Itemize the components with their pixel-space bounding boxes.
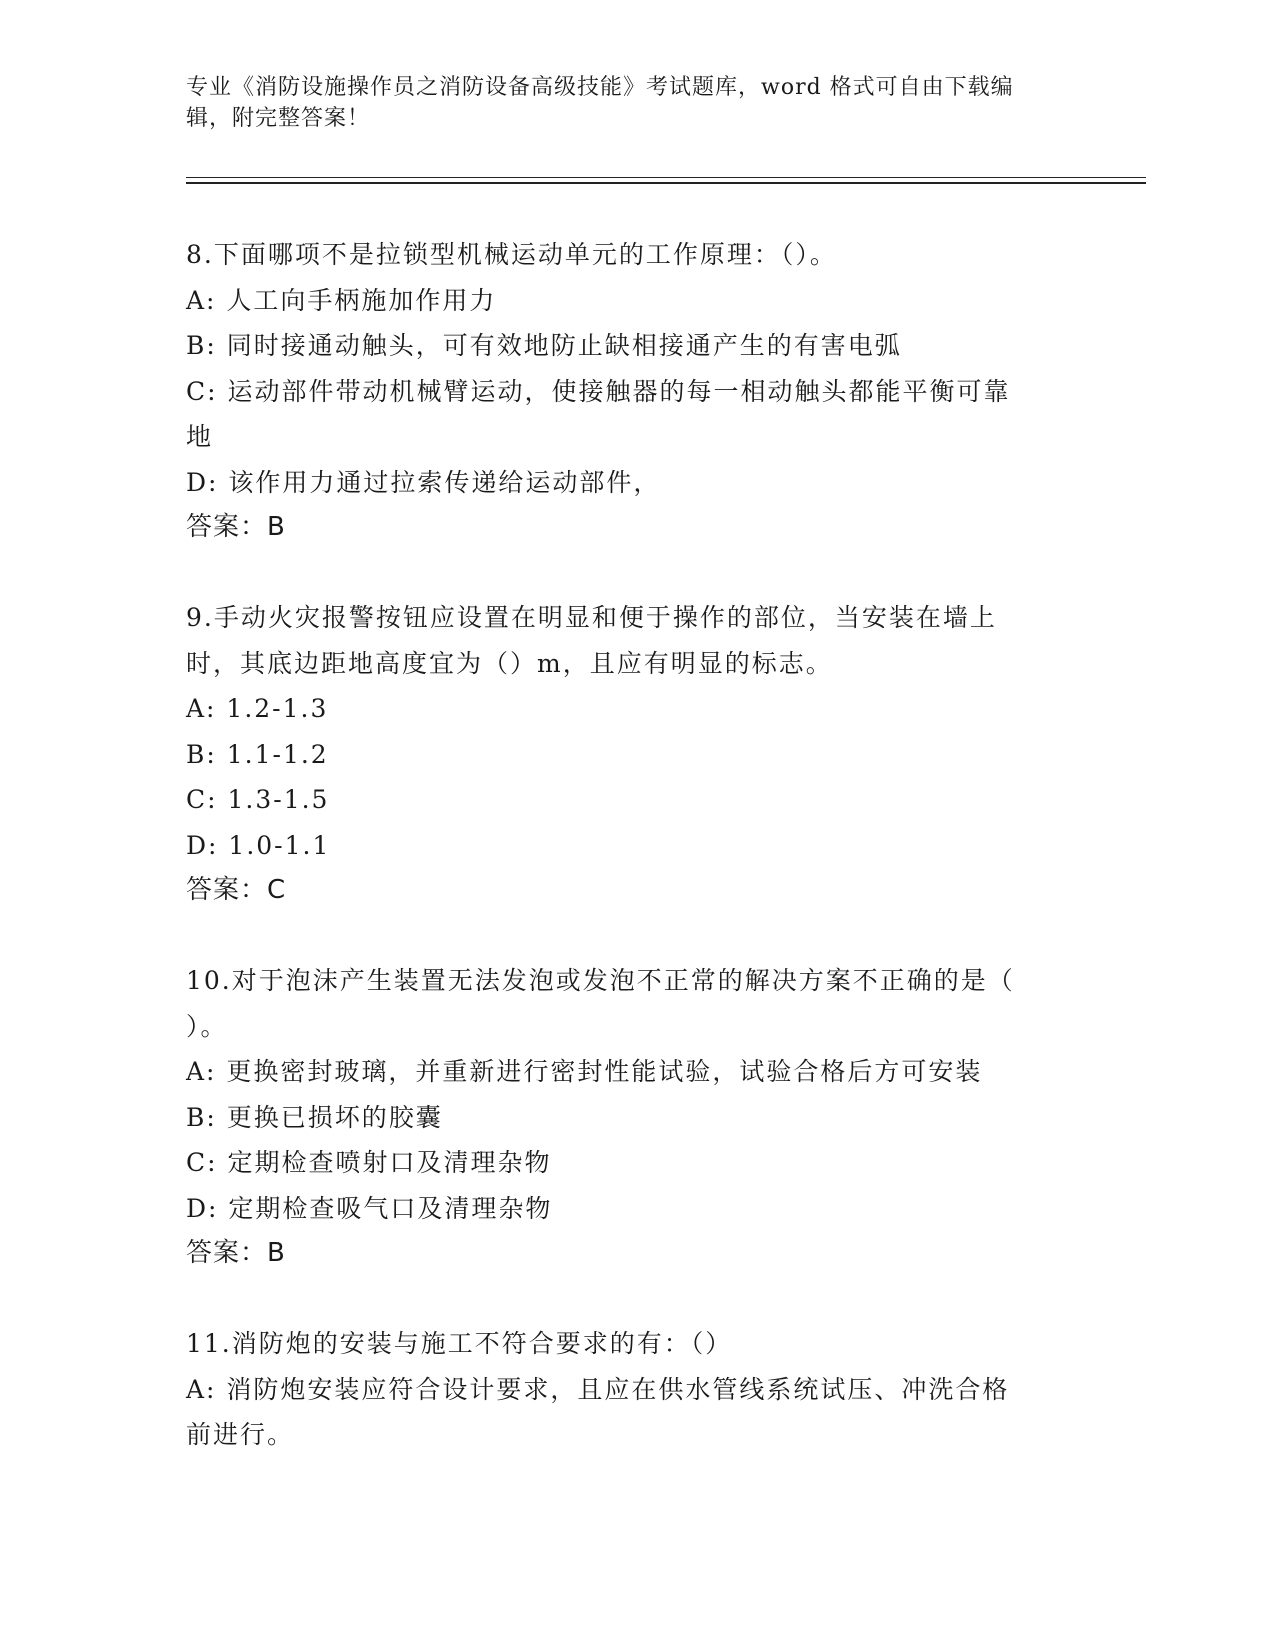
question-stem-continued: 时，其底边距地高度宜为（）m，且应有明显的标志。	[186, 648, 833, 678]
option-b: B: 1.1-1.2	[186, 739, 329, 769]
option-c: C: 运动部件带动机械臂运动，使接触器的每一相动触头都能平衡可靠	[186, 376, 1011, 406]
option-a: A: 人工向手柄施加作用力	[186, 285, 497, 315]
option-c: C: 定期检查喷射口及清理杂物	[186, 1148, 552, 1177]
option-b: B: 同时接通动触头，可有效地防止缺相接通产生的有害电弧	[186, 331, 902, 360]
question-8	[186, 232, 1066, 551]
question-9	[186, 595, 1066, 914]
question-stem: 10.对于泡沫产生装置无法发泡或发泡不正常的解决方案不正确的是（	[186, 966, 1015, 995]
question-stem-continued: ）。	[186, 1011, 228, 1041]
document-header	[186, 72, 1066, 134]
option-c: C: 1.3-1.5	[186, 785, 330, 814]
header-line-2: 辑，附完整答案！	[186, 106, 371, 131]
question-stem: 8.下面哪项不是拉锁型机械运动单元的工作原理：（）。	[186, 240, 837, 269]
option-d: D: 定期检查吸气口及清理杂物	[186, 1193, 553, 1223]
question-10	[186, 958, 1066, 1277]
header-line-1: 专业《消防设施操作员之消防设备高级技能》考试题库，word 格式可自由下载编	[186, 75, 1014, 100]
option-a-continued: 前进行。	[186, 1420, 295, 1449]
answer-label: 答案：C	[186, 875, 287, 905]
question-stem: 9.手动火灾报警按钮应设置在明显和便于操作的部位，当安装在墙上	[186, 603, 997, 632]
answer-label: 答案：B	[186, 1238, 286, 1268]
header-divider-thin	[186, 177, 1146, 178]
option-a: A: 更换密封玻璃，并重新进行密封性能试验，试验合格后方可安装	[186, 1057, 983, 1086]
option-b: B: 更换已损坏的胶囊	[186, 1102, 443, 1132]
header-divider-thick	[186, 182, 1146, 184]
option-c-continued: 地	[186, 422, 214, 451]
answer-label: 答案：B	[186, 512, 286, 542]
question-11	[186, 1321, 1066, 1458]
option-a: A: 1.2-1.3	[186, 694, 329, 723]
option-d: D: 该作用力通过拉索传递给运动部件，	[186, 467, 661, 497]
question-stem: 11.消防炮的安装与施工不符合要求的有：（）	[186, 1329, 733, 1358]
option-a: A: 消防炮安装应符合设计要求，且应在供水管线系统试压、冲洗合格	[186, 1374, 1010, 1404]
option-d: D: 1.0-1.1	[186, 830, 331, 860]
